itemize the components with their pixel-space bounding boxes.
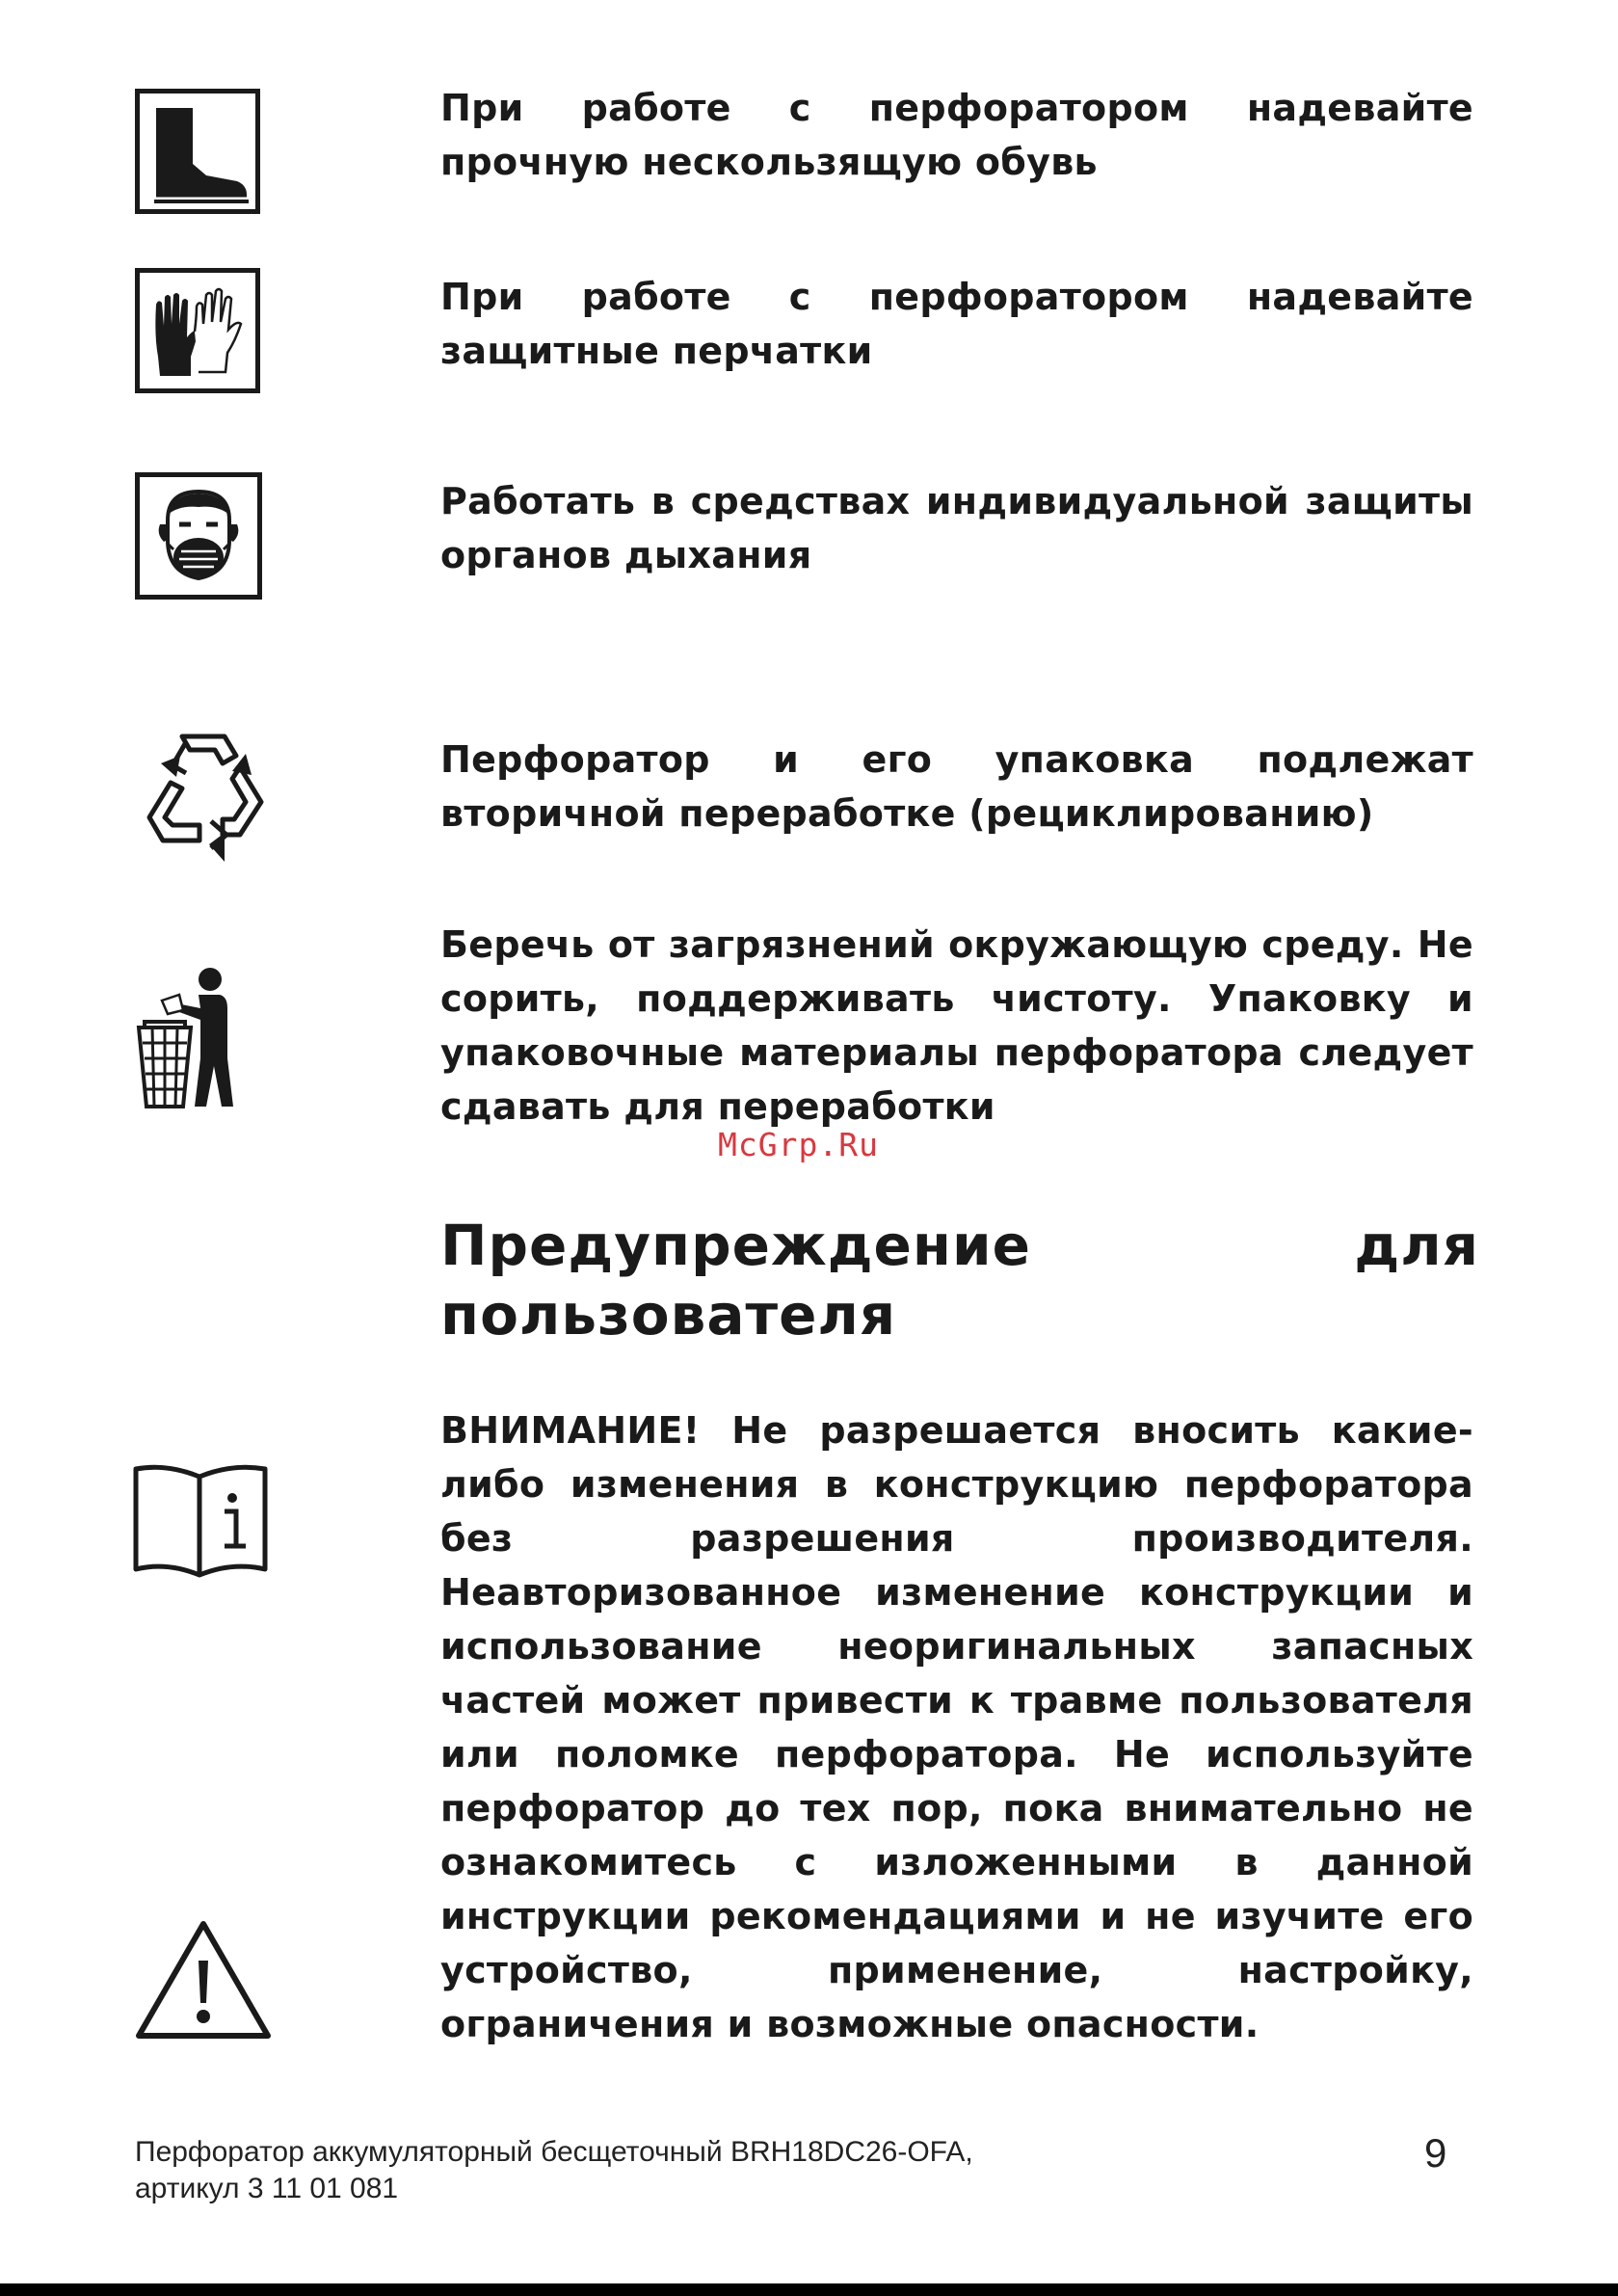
manual-info-icon [132, 1461, 269, 1581]
footer-product-name: Перфоратор аккумуляторный бесщеточный BRH18DC26-OFA, [135, 2136, 973, 2168]
recycling-instruction: Перфоратор и его упаковка подлежат вторичной переработке (рециклированию) [440, 738, 1473, 835]
page-number: 9 [1424, 2130, 1447, 2176]
section-heading: Предупреждение для пользователя [440, 1213, 1479, 1348]
warning-paragraph: ВНИМАНИЕ! Не разрешается вносить какие-либо изменения в конструкцию перфоратора без разрешения производителя. Неавторизованное изменение конструкции и использование неоригинальных запасных частей может привести к травме пользователя или поломке перфоратора. Не используйте перфоратор до тех пор, пока внимательно не ознакомитесь с изложенными в данной инструкции рекомендациями и не изучите его устройство, применение, настройку, ограничения и возможные опасности. [440, 1409, 1473, 2045]
recycle-icon [132, 729, 277, 869]
bottom-rule [0, 2283, 1618, 2296]
gloves-instruction: При работе с перфоратором надевайте защитные перчатки [440, 276, 1473, 372]
warning-triangle-icon [133, 1918, 274, 2042]
environment-instruction: Беречь от загрязнений окружающую среду. Не сорить, поддерживать чистоту. Упаковку и упаковочные материалы перфоратора следует сдавать для переработки [440, 923, 1473, 1128]
boots-instruction: При работе с перфоратором надевайте прочную нескользящую обувь [440, 87, 1473, 183]
tidy-man-icon [133, 966, 241, 1108]
respirator-icon [135, 472, 262, 600]
respirator-instruction: Работать в средствах индивидуальной защиты органов дыхания [440, 480, 1473, 576]
footer-article-number: артикул 3 11 01 081 [135, 2173, 399, 2204]
footer-product-info [135, 2134, 973, 2207]
boot-icon [135, 89, 260, 214]
watermark-text: McGrp.Ru [718, 1126, 879, 1163]
gloves-icon [135, 268, 260, 393]
